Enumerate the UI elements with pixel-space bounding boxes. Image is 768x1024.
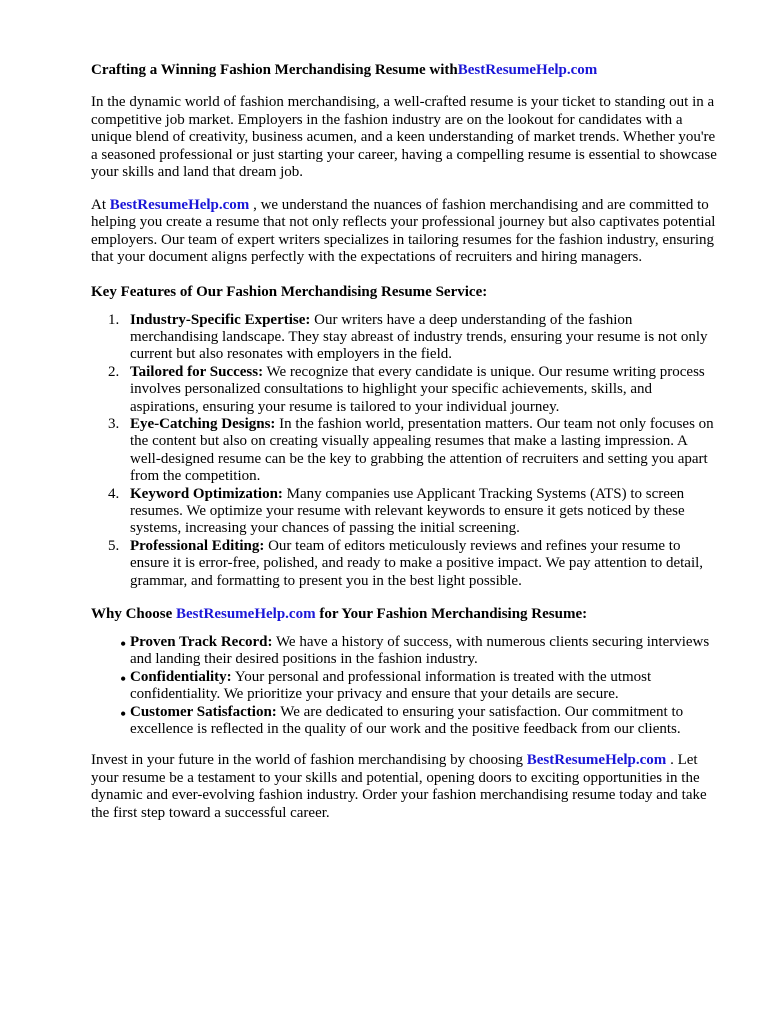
- closing-paragraph: [91, 752, 720, 822]
- reason-label: Customer Satisfaction:: [130, 703, 277, 720]
- closing-text: . Let your resume be a testament to your skills and potential, opening doors to exciting opportunities in the dynamic and ever-evolving fashion industry. Order your fashion merchandising resume today and take the first step toward a successful career.: [91, 752, 707, 821]
- reason-text: We have a history of success, with numerous clients securing interviews and landing their desired positions in the fashion industry.: [130, 634, 710, 668]
- why-heading-link[interactable]: BestResumeHelp.com: [176, 606, 316, 622]
- bullet-icon: •: [120, 668, 127, 689]
- feature-label: Professional Editing:: [130, 537, 265, 554]
- feature-text: Many companies use Applicant Tracking Systems (ATS) to screen resumes. We optimize your resume with relevant keywords to ensure it gets noticed by these systems, increasing your chances of passing the initial screening.: [130, 485, 685, 537]
- bullet-icon: •: [120, 703, 127, 724]
- reasons-list: [91, 634, 720, 738]
- feature-number: 1.: [108, 311, 120, 328]
- about-text: , we understand the nuances of fashion merchandising and are committed to helping you create a resume that not only reflects your professional journey but also captivates potential employers. Our team of expert writers specializes in tailoring resumes for the fashion industry, ensuring that your document aligns perfectly with the expectations of recruiters and hiring managers.: [91, 196, 716, 265]
- closing-prefix: Invest in your future in the world of fashion merchandising by choosing: [91, 752, 527, 769]
- feature-text: We recognize that every candidate is unique. Our resume writing process involves personalized consultations to highlight your specific achievements, skills, and aspirations, ensuring your resume is tailored to your individual journey.: [130, 363, 705, 415]
- feature-number: 5.: [108, 537, 120, 554]
- feature-text: Our team of editors meticulously reviews and refines your resume to ensure it is error-free, polished, and ready to make a positive impact. We pay attention to detail, grammar, and formatting to present you in the best light possible.: [130, 537, 704, 589]
- about-paragraph: [91, 197, 720, 267]
- feature-label: Keyword Optimization:: [130, 485, 283, 502]
- bullet-icon: •: [120, 634, 127, 654]
- feature-label: Eye-Catching Designs:: [130, 415, 276, 432]
- page-title: [91, 60, 720, 80]
- closing-link[interactable]: BestResumeHelp.com: [526, 752, 667, 769]
- why-heading-prefix: Why Choose: [91, 606, 177, 622]
- features-heading: Key Features of Our Fashion Merchandising Resume Service:: [91, 283, 488, 300]
- reason-label: Confidentiality:: [130, 668, 232, 685]
- intro-paragraph: In the dynamic world of fashion merchandising, a well-crafted resume is your ticket to standing out in a competitive job market. Employers in the fashion industry are on the lookout for candidates with a unique blend of creativity, business acumen, and a keen understanding of market trends. Whether you're a seasoned professional or just starting your career, having a compelling resume is essential to showcase your skills and land that dream job.: [91, 94, 717, 180]
- feature-item: [91, 416, 720, 486]
- feature-text: In the fashion world, presentation matters. Our team not only focuses on the content but also on creating visually appealing resumes that make a lasting impression. A well-designed resume can be the key to grabbing the attention of recruiters and setting you apart from the competition.: [130, 415, 714, 485]
- feature-item: [91, 364, 720, 416]
- why-heading-suffix: for Your Fashion Merchandising Resume:: [315, 606, 588, 622]
- about-link[interactable]: BestResumeHelp.com: [109, 196, 250, 213]
- why-heading: [91, 604, 720, 624]
- reason-item: [91, 669, 720, 704]
- feature-label: Tailored for Success:: [130, 363, 264, 380]
- feature-text: Our writers have a deep understanding of the fashion merchandising landscape. They stay abreast of industry trends, ensuring your resume is not only current but also resonates with employers in the field.: [130, 311, 708, 363]
- feature-item: [91, 538, 720, 590]
- title-text: Crafting a Winning Fashion Merchandising Resume with: [91, 62, 458, 78]
- feature-item: [91, 312, 720, 364]
- feature-label: Industry-Specific Expertise:: [130, 311, 311, 328]
- features-list: [91, 312, 720, 591]
- feature-number: 3.: [108, 415, 120, 432]
- reason-item: [91, 704, 720, 739]
- reason-text: Your personal and professional information is treated with the utmost confidentiality. We prioritize your privacy and ensure that your details are secure.: [130, 668, 652, 703]
- feature-number: 4.: [108, 485, 120, 502]
- reason-text: We are dedicated to ensuring your satisfaction. Our commitment to excellence is reflected in the quality of our work and the positive feedback from our clients.: [130, 703, 684, 738]
- reason-label: Proven Track Record:: [130, 634, 273, 650]
- title-link[interactable]: BestResumeHelp.com: [457, 62, 598, 78]
- feature-item: [91, 486, 720, 538]
- reason-item: [91, 634, 720, 669]
- about-prefix: At: [91, 196, 110, 213]
- feature-number: 2.: [108, 363, 120, 380]
